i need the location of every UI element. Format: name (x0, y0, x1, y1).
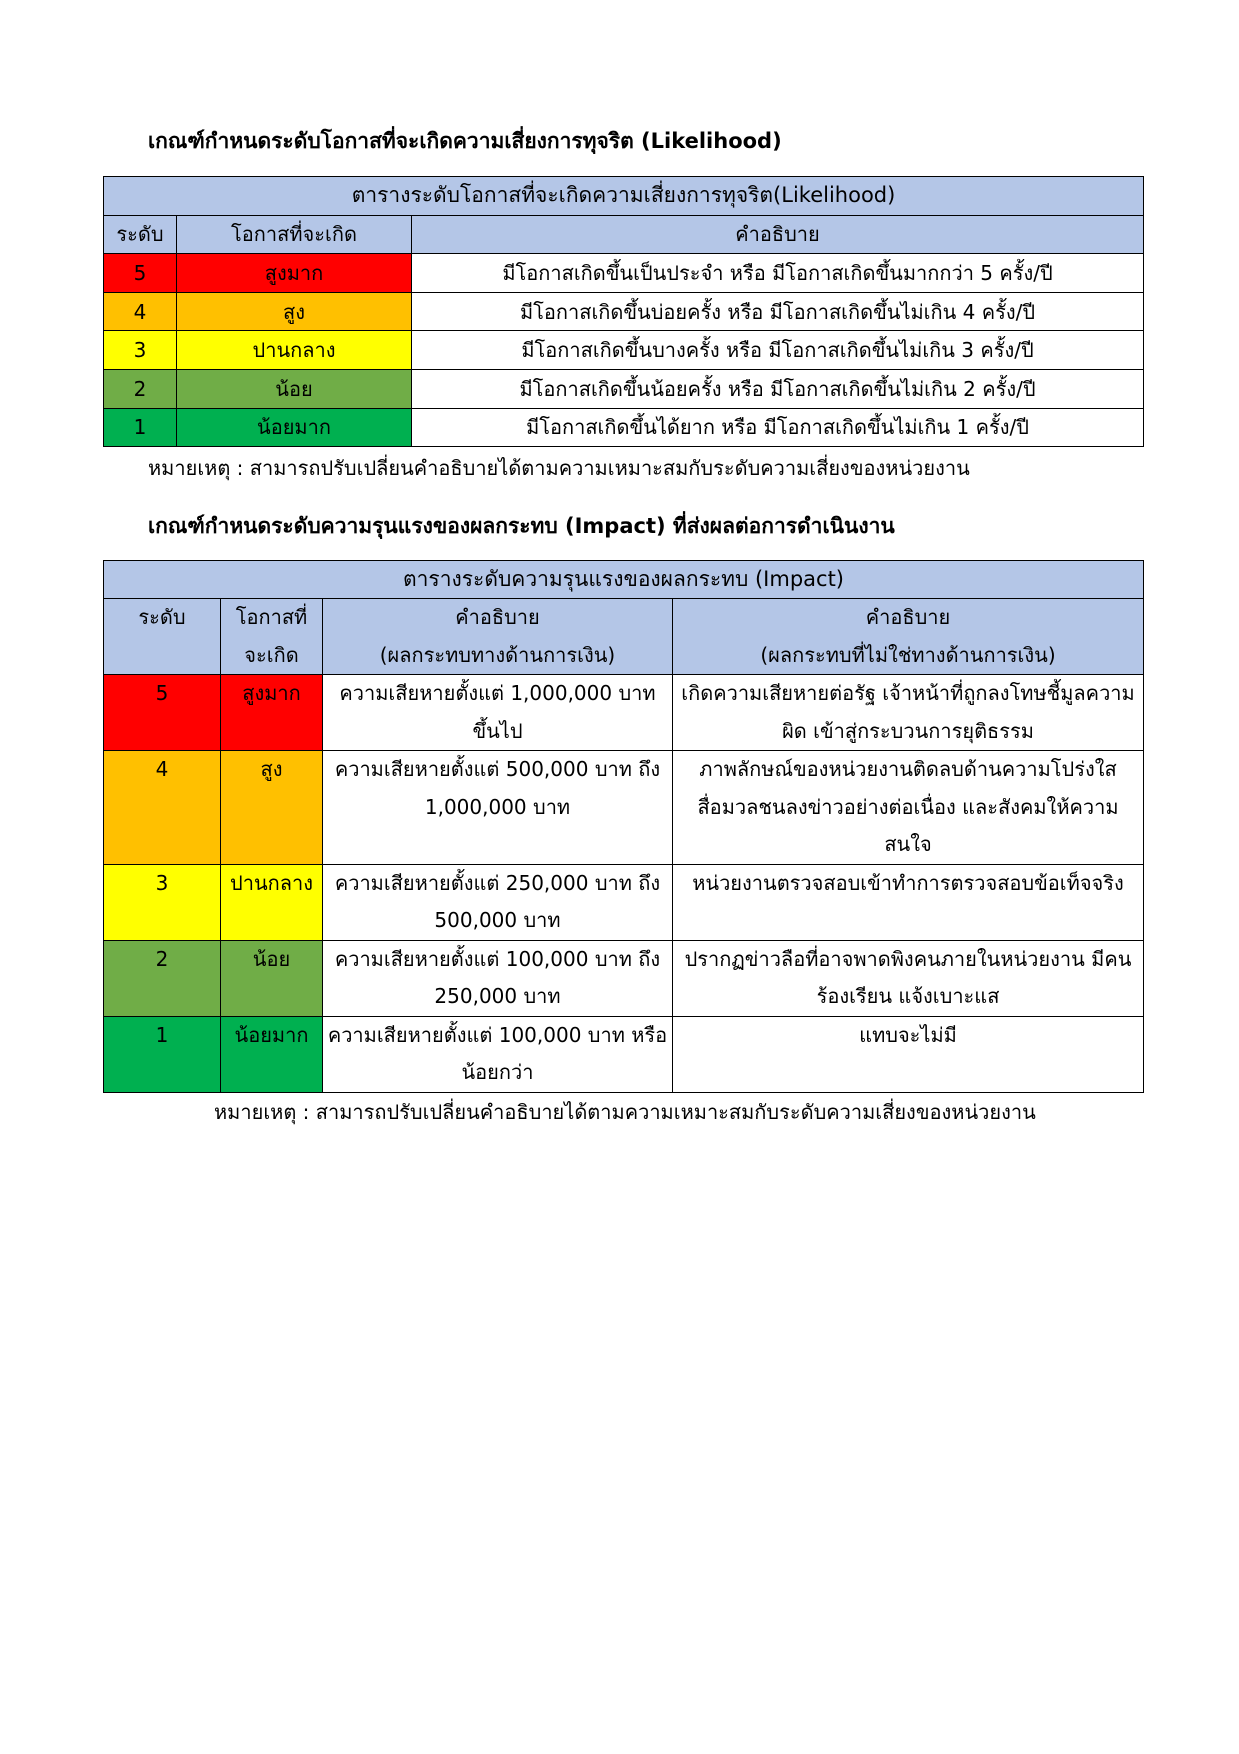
impact-table (103, 560, 1144, 1093)
table-row (104, 675, 1144, 751)
chance-cell: ปานกลาง (177, 331, 412, 370)
impact-note: หมายเหตุ : สามารถปรับเปลี่ยนคำอธิบายได้ตามความเหมาะสมกับระดับความเสี่ยงของหน่วยงาน (214, 1100, 1036, 1124)
header-chance (221, 599, 323, 675)
nonfinancial-cell: ภาพลักษณ์ของหน่วยงานติดลบด้านความโปร่งใส สื่อมวลชนลงข่าวอย่างต่อเนื่อง และสังคมให้ความสนใจ (673, 751, 1144, 865)
header-nonfinancial (673, 599, 1144, 675)
impact-heading: เกณฑ์กำหนดระดับความรุนแรงของผลกระทบ (Impact) ที่ส่งผลต่อการดำเนินงาน (148, 514, 895, 538)
header-financial-line2: (ผลกระทบทางด้านการเงิน) (379, 642, 616, 667)
description-cell: มีโอกาสเกิดขึ้นได้ยาก หรือ มีโอกาสเกิดขึ้นไม่เกิน 1 ครั้ง/ปี (412, 408, 1144, 447)
chance-cell: น้อย (221, 940, 323, 1016)
header-level-label: ระดับ (138, 605, 186, 629)
table-row (104, 408, 1144, 447)
chance-cell: น้อย (177, 369, 412, 408)
chance-cell: สูง (221, 751, 323, 865)
likelihood-table (103, 176, 1144, 447)
nonfinancial-cell: ปรากฏข่าวลือที่อาจพาดพิงคนภายในหน่วยงาน มีคนร้องเรียน แจ้งเบาะแส (673, 940, 1144, 1016)
header-chance-line1: โอกาสที่ (235, 605, 308, 629)
header-nonfinancial-line1: คำอธิบาย (865, 605, 951, 629)
level-cell: 4 (104, 292, 177, 331)
description-cell: มีโอกาสเกิดขึ้นบางครั้ง หรือ มีโอกาสเกิดขึ้นไม่เกิน 3 ครั้ง/ปี (412, 331, 1144, 370)
table-row (104, 331, 1144, 370)
chance-cell: น้อยมาก (221, 1016, 323, 1092)
likelihood-note: หมายเหตุ : สามารถปรับเปลี่ยนคำอธิบายได้ตามความเหมาะสมกับระดับความเสี่ยงของหน่วยงาน (148, 456, 970, 480)
level-cell: 2 (104, 940, 221, 1016)
header-description: คำอธิบาย (412, 215, 1144, 254)
nonfinancial-cell: เกิดความเสียหายต่อรัฐ เจ้าหน้าที่ถูกลงโทษชี้มูลความผิด เข้าสู่กระบวนการยุติธรรม (673, 675, 1144, 751)
financial-cell: ความเสียหายตั้งแต่ 1,000,000 บาท ขึ้นไป (323, 675, 673, 751)
level-cell: 4 (104, 751, 221, 865)
financial-cell: ความเสียหายตั้งแต่ 500,000 บาท ถึง 1,000,000 บาท (323, 751, 673, 865)
chance-cell: สูงมาก (177, 254, 412, 293)
chance-cell: ปานกลาง (221, 864, 323, 940)
table-row (104, 751, 1144, 865)
level-cell: 5 (104, 254, 177, 293)
level-cell: 1 (104, 1016, 221, 1092)
likelihood-heading: เกณฑ์กำหนดระดับโอกาสที่จะเกิดความเสี่ยงการทุจริต (Likelihood) (148, 129, 782, 153)
level-cell: 2 (104, 369, 177, 408)
table-row (104, 864, 1144, 940)
description-cell: มีโอกาสเกิดขึ้นน้อยครั้ง หรือ มีโอกาสเกิดขึ้นไม่เกิน 2 ครั้ง/ปี (412, 369, 1144, 408)
nonfinancial-cell: หน่วยงานตรวจสอบเข้าทำการตรวจสอบข้อเท็จจริง (673, 864, 1144, 940)
header-level: ระดับ (104, 215, 177, 254)
financial-cell: ความเสียหายตั้งแต่ 100,000 บาท ถึง 250,000 บาท (323, 940, 673, 1016)
level-cell: 1 (104, 408, 177, 447)
impact-table-title: ตารางระดับความรุนแรงของผลกระทบ (Impact) (104, 561, 1144, 599)
level-cell: 5 (104, 675, 221, 751)
table-row (104, 292, 1144, 331)
table-row (104, 369, 1144, 408)
header-nonfinancial-line2: (ผลกระทบที่ไม่ใช่ทางด้านการเงิน) (760, 642, 1056, 667)
table-row (104, 254, 1144, 293)
financial-cell: ความเสียหายตั้งแต่ 100,000 บาท หรือน้อยกว่า (323, 1016, 673, 1092)
chance-cell: น้อยมาก (177, 408, 412, 447)
chance-cell: สูงมาก (221, 675, 323, 751)
likelihood-table-title: ตารางระดับโอกาสที่จะเกิดความเสี่ยงการทุจริต(Likelihood) (104, 177, 1144, 216)
level-cell: 3 (104, 331, 177, 370)
header-chance-line2: จะเกิด (244, 642, 299, 667)
level-cell: 3 (104, 864, 221, 940)
table-row (104, 1016, 1144, 1092)
header-financial (323, 599, 673, 675)
header-level (104, 599, 221, 675)
description-cell: มีโอกาสเกิดขึ้นเป็นประจำ หรือ มีโอกาสเกิดขึ้นมากกว่า 5 ครั้ง/ปี (412, 254, 1144, 293)
header-chance: โอกาสที่จะเกิด (177, 215, 412, 254)
description-cell: มีโอกาสเกิดขึ้นบ่อยครั้ง หรือ มีโอกาสเกิดขึ้นไม่เกิน 4 ครั้ง/ปี (412, 292, 1144, 331)
table-row (104, 940, 1144, 1016)
header-financial-line1: คำอธิบาย (455, 605, 540, 629)
nonfinancial-cell: แทบจะไม่มี (673, 1016, 1144, 1092)
financial-cell: ความเสียหายตั้งแต่ 250,000 บาท ถึง 500,000 บาท (323, 864, 673, 940)
chance-cell: สูง (177, 292, 412, 331)
